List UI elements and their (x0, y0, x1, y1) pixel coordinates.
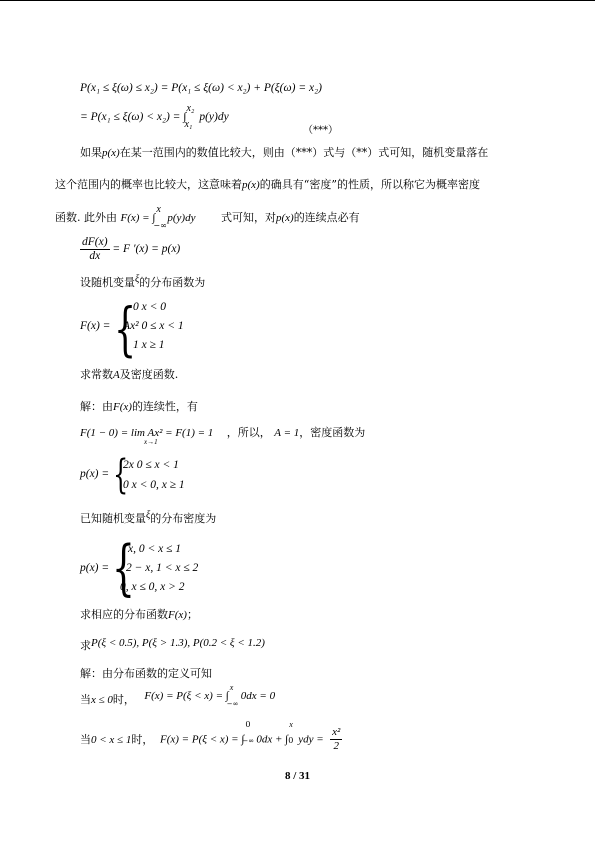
fraction-denominator: dx (89, 250, 101, 262)
math-formula: F(x) = P(ξ < x) = ∫ (144, 690, 229, 702)
math-F: F(x) (168, 609, 187, 621)
text-segment: 求相应的分布函数 (80, 608, 168, 621)
derivative-formula (80, 236, 180, 263)
integral-lower: −∞ (242, 737, 255, 745)
integral-upper: x₂ (186, 103, 195, 114)
piecewise-p-case-1: 2x 0 ≤ x < 1 (123, 459, 179, 471)
math-formula: F(x) = P(ξ < x) = ∫ (160, 733, 245, 746)
derivative-rest: = F ′(x) = p(x) (112, 243, 181, 256)
limit-subscript: x→1 (144, 438, 158, 446)
math-formula: p(y)dy (167, 212, 196, 224)
paragraph-line-2 (55, 178, 480, 192)
text-segment: 时， (112, 693, 135, 706)
fraction (80, 236, 110, 263)
text-segment: ，密度函数为 (299, 426, 366, 439)
paragraph-line-3 (55, 204, 360, 230)
piecewise-density-lhs: p(x) = (80, 562, 110, 574)
math-px: p(x) (102, 147, 120, 159)
text-segment: 及密度函数. (119, 368, 179, 381)
piecewise-density-case-2: 2 − x, 1 < x ≤ 2 (126, 562, 199, 574)
math-condition: 0 < x ≤ 1 (91, 734, 132, 746)
piecewise-F-case-3: 1 x ≥ 1 (133, 339, 165, 351)
text-segment: 在某一范围内的数值比较大，则由（***）式与（**）式可知，随机变量落在 (119, 146, 489, 159)
solution-1-line-2 (80, 426, 365, 440)
question-3 (80, 512, 216, 527)
formula-line-2-a: = P(x₁ ≤ ξ(ω) < x₂) = ∫ (80, 111, 187, 123)
solution-2-case-1 (80, 683, 276, 708)
math-formula: F(1 − 0) = lim Ax² = F(1) = 1 (80, 427, 214, 439)
math-formula: 0dx + ∫ (256, 733, 289, 746)
page-number: 8 / 31 (284, 770, 311, 782)
piecewise-F-case-2: Ax² 0 ≤ x < 1 (123, 320, 184, 332)
left-brace: { (113, 452, 129, 498)
formula-line-2-b: p(y)dy (196, 111, 229, 123)
math-formula: ydy = (298, 733, 324, 746)
formula-line-1: P(x₁ ≤ ξ(ω) ≤ x₂) = P(x₁ ≤ ξ(ω) < x₂) + P(ξ(ω) = x₂) (80, 82, 322, 94)
question-5 (80, 636, 265, 650)
text-segment: 已知随机变量 (80, 512, 146, 525)
text-segment: 时， (131, 733, 154, 746)
solution-1-line-1 (80, 400, 198, 414)
integral-lower: 0 (288, 736, 294, 745)
math-F: F(x) (113, 401, 132, 413)
piecewise-p-case-2: 0 x < 0, x ≥ 1 (123, 479, 185, 491)
text-segment: 求常数 (80, 368, 113, 381)
paragraph-line-1 (80, 146, 488, 160)
integral-upper: x (156, 204, 161, 215)
integral-lower: −∞ (226, 700, 239, 708)
integral-upper: x (289, 720, 293, 729)
integral-upper: x (229, 683, 234, 692)
text-segment: 求 (80, 639, 91, 652)
piecewise-F-case-1: 0 x < 0 (133, 301, 166, 313)
text-segment: 设随机变量 (80, 276, 135, 289)
left-brace: { (112, 533, 135, 603)
integral-lower: x₁ (184, 119, 193, 130)
text-segment: 如果 (80, 146, 102, 159)
solution-2-intro: 解：由分布函数的定义可知 (80, 667, 212, 680)
solution-2-case-2-cond (80, 733, 153, 747)
question-2 (80, 368, 178, 382)
text-segment: 解：由 (80, 400, 113, 413)
fraction (330, 726, 342, 753)
solution-2-case-2-formula (160, 720, 342, 753)
text-segment: 当 (80, 733, 91, 746)
piecewise-F-lhs: F(x) = (80, 320, 111, 332)
left-brace: { (114, 295, 137, 363)
text-segment: ，所以， (226, 426, 271, 439)
piecewise-p-lhs: p(x) = (80, 468, 110, 480)
question-4 (80, 608, 198, 622)
fraction-numerator: x² (332, 726, 341, 738)
text-segment: 的连续性，有 (131, 400, 198, 413)
math-condition: x ≤ 0 (91, 694, 113, 706)
math-formula: P(ξ < 0.5), P(ξ > 1.3), P(0.2 < ξ < 1.2) (91, 637, 265, 649)
math-xi: ξ (146, 510, 151, 521)
text-segment: 的连续点必有 (293, 211, 360, 224)
math-px: p(x) (275, 212, 294, 224)
math-formula: F(x) = ∫ (120, 212, 156, 224)
math-px: p(x) (242, 179, 260, 191)
text-segment: 的分布函数为 (139, 276, 206, 289)
text-segment: ； (186, 608, 198, 621)
text-segment: 的分布密度为 (150, 512, 217, 525)
text-segment: 的确具有“密度”的性质，所以称它为概率密度 (259, 178, 480, 191)
piecewise-density-case-3: 0, x ≤ 0, x > 2 (120, 581, 185, 593)
integral-upper: 0 (245, 720, 251, 729)
text-segment: 式可知，对 (220, 211, 276, 224)
formula-line-2 (80, 103, 229, 130)
equation-tag: （***） (303, 125, 338, 136)
math-A: A = 1 (274, 427, 300, 439)
question-1 (80, 276, 205, 291)
fraction-numerator: dF(x) (82, 236, 108, 248)
text-segment: 函数. 此外由 (55, 211, 117, 224)
fraction-denominator: 2 (333, 740, 339, 752)
text-segment: 这个范围内的概率也比较大，这意味着 (55, 178, 242, 191)
integral-lower: −∞ (153, 221, 167, 230)
piecewise-density-case-1: x, 0 < x ≤ 1 (128, 543, 182, 555)
math-A: A (113, 369, 120, 381)
math-xi: ξ (135, 274, 140, 285)
math-formula: 0dx = 0 (240, 690, 276, 702)
text-segment: 当 (80, 693, 91, 706)
top-rule (0, 0, 595, 1)
